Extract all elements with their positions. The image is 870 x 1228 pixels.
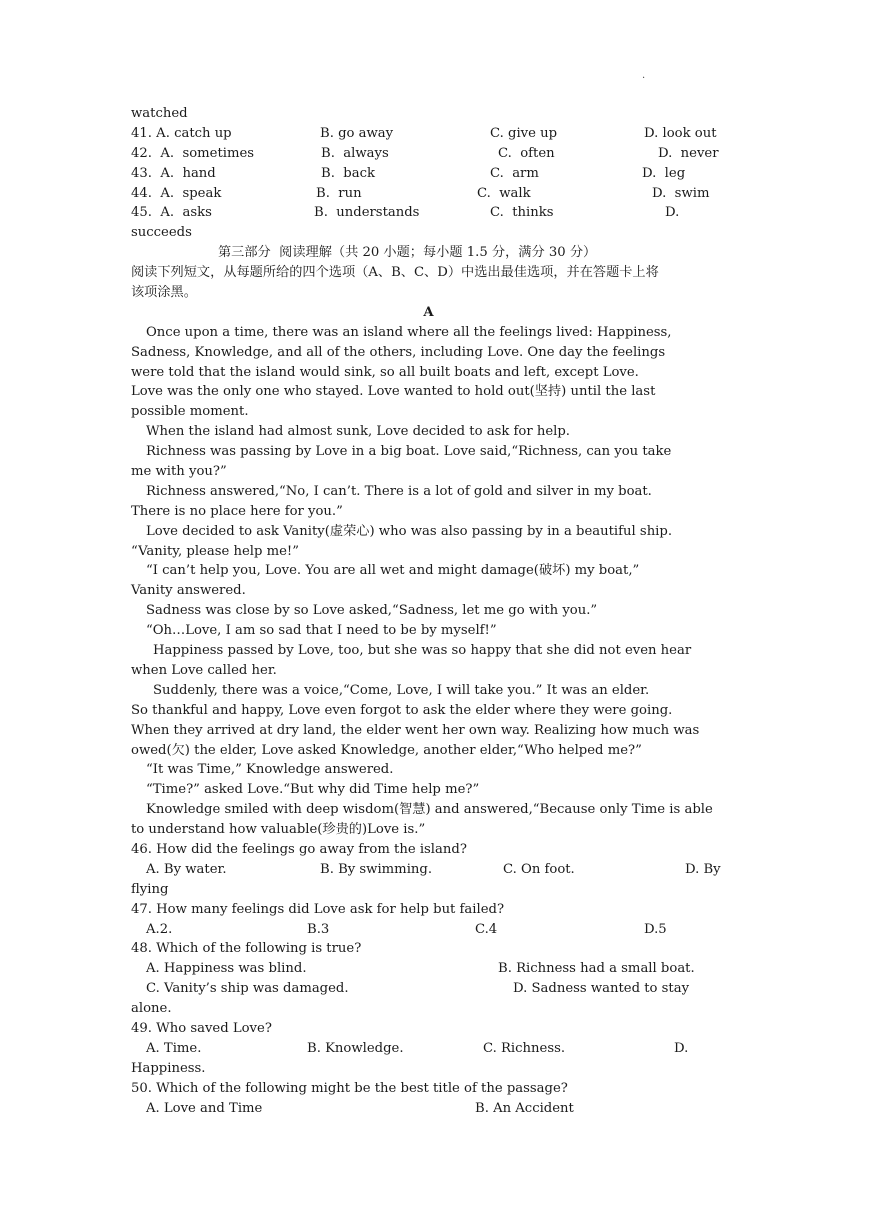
passage-line: When they arrived at dry land, the elder went her own way. Realizing how much was (131, 722, 700, 738)
passage-line: Suddenly, there was a voice,“Come, Love, I will take you.” It was an elder. (153, 682, 650, 698)
option-c: C. Richness. (483, 1040, 566, 1056)
passage-line: to understand how valuable(珍贵的)Love is.” (131, 822, 426, 838)
option-a: 45. A. asks (131, 205, 212, 221)
question-49-wrap: Happiness. (131, 1060, 206, 1076)
question-50-stem: 50. Which of the following might be the best title of the passage? (131, 1080, 568, 1096)
passage-line: So thankful and happy, Love even forgot to ask the elder where they were going. (131, 702, 673, 718)
question-47-options (131, 920, 726, 940)
passage-line: Vanity answered. (131, 583, 246, 599)
option-d: D. Sadness wanted to stay (513, 981, 690, 997)
option-a: 43. A. hand (131, 165, 216, 181)
passage-line: Richness answered,“No, I can’t. There is a lot of gold and silver in my boat. (146, 483, 652, 499)
passage-line: possible moment. (131, 404, 249, 420)
option-b: B. By swimming. (320, 861, 433, 877)
passage-line: owed(欠) the elder, Love asked Knowledge, another elder,“Who helped me?” (131, 742, 642, 758)
option-b: B. go away (320, 125, 394, 141)
option-a: 41. A. catch up (131, 125, 232, 141)
option-d: D. (665, 205, 680, 221)
passage-line: There is no place here for you.” (131, 503, 343, 519)
passage-line: were told that the island would sink, so all built boats and left, except Love. (131, 364, 639, 380)
cloze-tail-first-line: watched (131, 106, 188, 121)
cloze-question-43 (131, 164, 726, 184)
option-b: B. run (316, 185, 362, 201)
question-48-options-ab (131, 959, 726, 979)
passage-line: when Love called her. (131, 662, 277, 678)
option-d: D. (674, 1040, 689, 1056)
passage-line: Sadness was close by so Love asked,“Sadness, let me go with you.” (146, 603, 598, 619)
option-c: C. walk (477, 185, 531, 201)
option-b: B. Richness had a small boat. (498, 961, 695, 977)
cloze-question-45 (131, 203, 726, 223)
question-48-stem: 48. Which of the following is true? (131, 941, 362, 957)
exam-page (131, 104, 726, 1118)
option-c: C. often (498, 145, 555, 161)
passage (131, 323, 726, 840)
option-d: D. swim (652, 185, 710, 201)
option-d: D. look out (644, 125, 717, 141)
passage-line: me with you?” (131, 464, 227, 480)
passage-line: Love was the only one who stayed. Love wanted to hold out(坚持) until the last (131, 384, 656, 400)
option-a: A. By water. (146, 861, 227, 877)
passage-line: Once upon a time, there was an island where all the feelings lived: Happiness, (146, 324, 672, 340)
option-b: B. back (321, 165, 375, 181)
corner-mark: . (642, 70, 646, 81)
option-c: C. On foot. (503, 861, 575, 877)
passage-line: “Time?” asked Love.“But why did Time help me?” (146, 782, 480, 798)
question-48-wrap: alone. (131, 1001, 172, 1017)
cloze-tail-last-line: succeeds (131, 225, 192, 241)
option-a: A. Love and Time (146, 1100, 263, 1116)
option-b: B. Knowledge. (307, 1040, 404, 1056)
question-49-stem: 49. Who saved Love? (131, 1020, 272, 1036)
question-48-options-cd (131, 979, 726, 999)
option-c: C. arm (490, 165, 539, 181)
question-49-options (131, 1039, 726, 1059)
option-d: D.5 (644, 921, 667, 937)
question-46-stem: 46. How did the feelings go away from the island? (131, 841, 467, 857)
option-c: C. give up (490, 125, 558, 141)
option-d: D. never (658, 145, 719, 161)
cloze-question-44 (131, 184, 726, 204)
passage-line: Knowledge smiled with deep wisdom(智慧) and answered,“Because only Time is able (146, 802, 713, 818)
option-b: B. An Accident (475, 1100, 574, 1116)
cloze-question-41 (131, 124, 726, 144)
passage-line: “Vanity, please help me!” (131, 543, 299, 559)
passage-letter: A (423, 304, 434, 320)
option-d: D. leg (642, 165, 686, 181)
section-instruction: 阅读下列短文，从每题所给的四个选项（A、B、C、D）中选出最佳选项，并在答题卡上将 (131, 265, 659, 281)
passage-line: “Oh…Love, I am so sad that I need to be by myself!” (146, 623, 497, 639)
question-50-options (131, 1099, 726, 1119)
option-c: C. Vanity’s ship was damaged. (146, 981, 349, 997)
option-b: B. understands (314, 205, 420, 221)
option-a: A. Happiness was blind. (146, 961, 307, 977)
option-b: B.3 (307, 921, 330, 937)
option-a: A.2. (146, 921, 173, 937)
section-instruction-cont: 该项涂黑。 (131, 285, 197, 301)
passage-line: “I can’t help you, Love. You are all wet and might damage(破坏) my boat,” (146, 563, 640, 579)
option-a: 44. A. speak (131, 185, 222, 201)
passage-line: Love decided to ask Vanity(虚荣心) who was also passing by in a beautiful ship. (146, 523, 673, 539)
passage-line: “It was Time,” Knowledge answered. (146, 762, 394, 778)
passage-line: Happiness passed by Love, too, but she was so happy that she did not even hear (153, 643, 692, 659)
passage-line: When the island had almost sunk, Love decided to ask for help. (146, 424, 571, 440)
option-c: C.4 (475, 921, 498, 937)
question-46-options (131, 860, 726, 880)
question-47-stem: 47. How many feelings did Love ask for help but failed? (131, 901, 505, 917)
option-a: A. Time. (146, 1040, 202, 1056)
question-46-wrap: flying (131, 881, 169, 897)
option-c: C. thinks (490, 205, 554, 221)
section-title: 第三部分 阅读理解（共 20 小题；每小题 1.5 分，满分 30 分） (218, 245, 597, 261)
option-d: D. By (685, 861, 721, 877)
passage-line: Sadness, Knowledge, and all of the others, including Love. One day the feelings (131, 344, 666, 360)
option-b: B. always (321, 145, 389, 161)
option-a: 42. A. sometimes (131, 145, 255, 161)
cloze-question-42 (131, 144, 726, 164)
passage-line: Richness was passing by Love in a big boat. Love said,“Richness, can you take (146, 444, 672, 460)
